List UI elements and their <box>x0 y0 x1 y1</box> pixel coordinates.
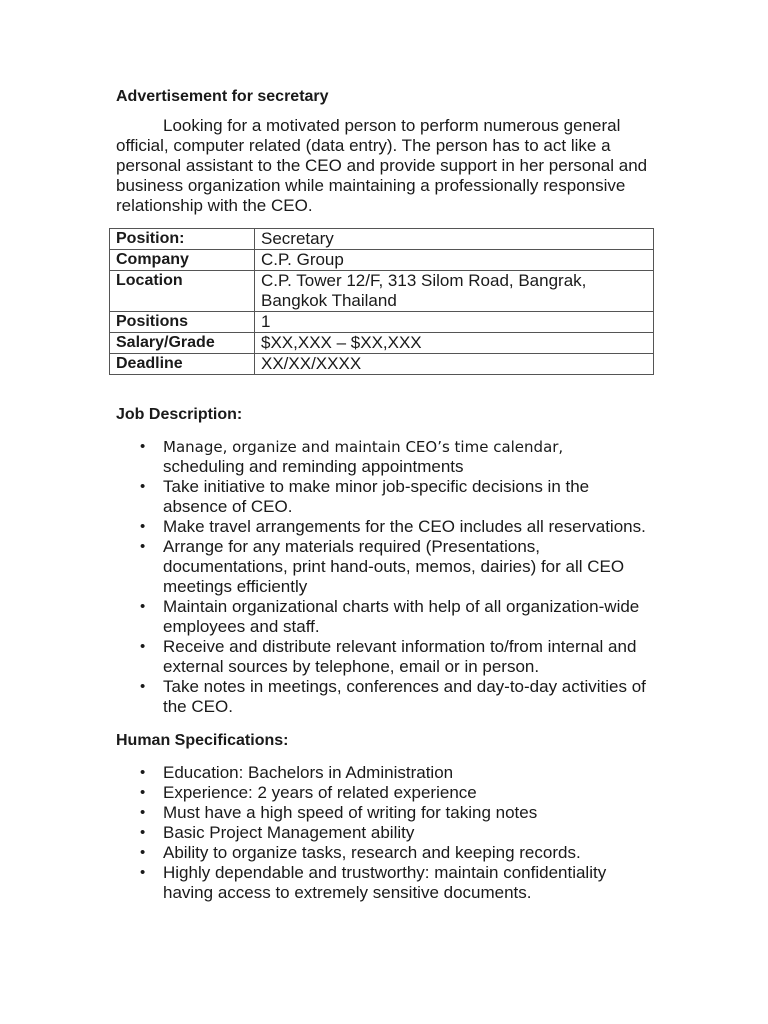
list-item-text: Make travel arrangements for the CEO includes all reservations. <box>163 517 646 536</box>
job-info-table <box>109 228 654 375</box>
list-item-rest: scheduling and reminding appointments <box>163 457 464 476</box>
table-row <box>110 271 654 312</box>
row-value-salary: $XX,XXX – $XX,XXX <box>255 333 654 354</box>
document-title: Advertisement for secretary <box>116 88 329 105</box>
bullet-icon: • <box>140 678 146 695</box>
table-row <box>110 354 654 375</box>
row-key-deadline: Deadline <box>110 354 255 375</box>
bullet-icon: • <box>140 804 146 821</box>
list-item-text: Ability to organize tasks, research and keeping records. <box>163 843 581 862</box>
list-item <box>116 823 656 843</box>
list-item-text: Basic Project Management ability <box>163 823 415 842</box>
row-key-positions: Positions <box>110 312 255 333</box>
list-item-text: Experience: 2 years of related experience <box>163 783 477 802</box>
list-item <box>116 783 656 803</box>
list-item-text: Education: Bachelors in Administration <box>163 763 454 782</box>
list-item-lead: Manage, organize and maintain CEO’s time calendar, <box>163 438 564 456</box>
list-item-text: Highly dependable and trustworthy: maintain confidentiality having access to extremely sensitive documents. <box>163 863 607 902</box>
bullet-icon: • <box>140 764 146 781</box>
table-row <box>110 250 654 271</box>
row-key-location: Location <box>110 271 255 312</box>
table-row <box>110 229 654 250</box>
list-item <box>116 517 656 537</box>
bullet-icon: • <box>140 784 146 801</box>
bullet-icon: • <box>140 478 146 495</box>
human-specifications-heading: Human Specifications: <box>116 732 289 749</box>
list-item <box>116 863 656 903</box>
row-key-company: Company <box>110 250 255 271</box>
bullet-icon: • <box>140 518 146 535</box>
bullet-icon: • <box>140 844 146 861</box>
list-item <box>116 437 656 477</box>
job-description-heading: Job Description: <box>116 406 243 423</box>
list-item-text: Must have a high speed of writing for taking notes <box>163 803 538 822</box>
row-value-position: Secretary <box>255 229 654 250</box>
list-item-text: Take notes in meetings, conferences and day-to-day activities of the CEO. <box>163 677 646 716</box>
bullet-icon: • <box>140 824 146 841</box>
row-value-company: C.P. Group <box>255 250 654 271</box>
bullet-icon: • <box>140 864 146 881</box>
list-item <box>116 637 656 677</box>
row-key-salary: Salary/Grade <box>110 333 255 354</box>
row-value-positions: 1 <box>255 312 654 333</box>
job-description-list <box>116 437 656 717</box>
list-item <box>116 843 656 863</box>
list-item-text: Maintain organizational charts with help of all organization-wide employees and staff. <box>163 597 640 636</box>
list-item-text: Take initiative to make minor job-specific decisions in the absence of CEO. <box>163 477 590 516</box>
table-row <box>110 312 654 333</box>
row-value-deadline: XX/XX/XXXX <box>255 354 654 375</box>
list-item-text: Receive and distribute relevant information to/from internal and external sources by telephone, email or in person. <box>163 637 637 676</box>
bullet-icon: • <box>140 638 146 655</box>
bullet-icon: • <box>140 538 146 555</box>
list-item <box>116 597 656 637</box>
intro-paragraph: Looking for a motivated person to perform numerous general official, computer related (data entry). The person has to act like a personal assistant to the CEO and provide support in her personal and business organization while maintaining a professionally responsive relationship with the CEO. <box>116 116 648 215</box>
bullet-icon: • <box>140 598 146 615</box>
list-item <box>116 537 656 597</box>
list-item <box>116 677 656 717</box>
human-specifications-list <box>116 763 656 903</box>
row-key-position: Position: <box>110 229 255 250</box>
list-item-text: Arrange for any materials required (Presentations, documentations, print hand-outs, memos, dairies) for all CEO meetings efficiently <box>163 537 625 596</box>
bullet-icon: • <box>140 438 146 455</box>
list-item <box>116 763 656 783</box>
row-value-location: C.P. Tower 12/F, 313 Silom Road, Bangrak, Bangkok Thailand <box>255 271 654 312</box>
list-item <box>116 803 656 823</box>
table-row <box>110 333 654 354</box>
list-item <box>116 477 656 517</box>
